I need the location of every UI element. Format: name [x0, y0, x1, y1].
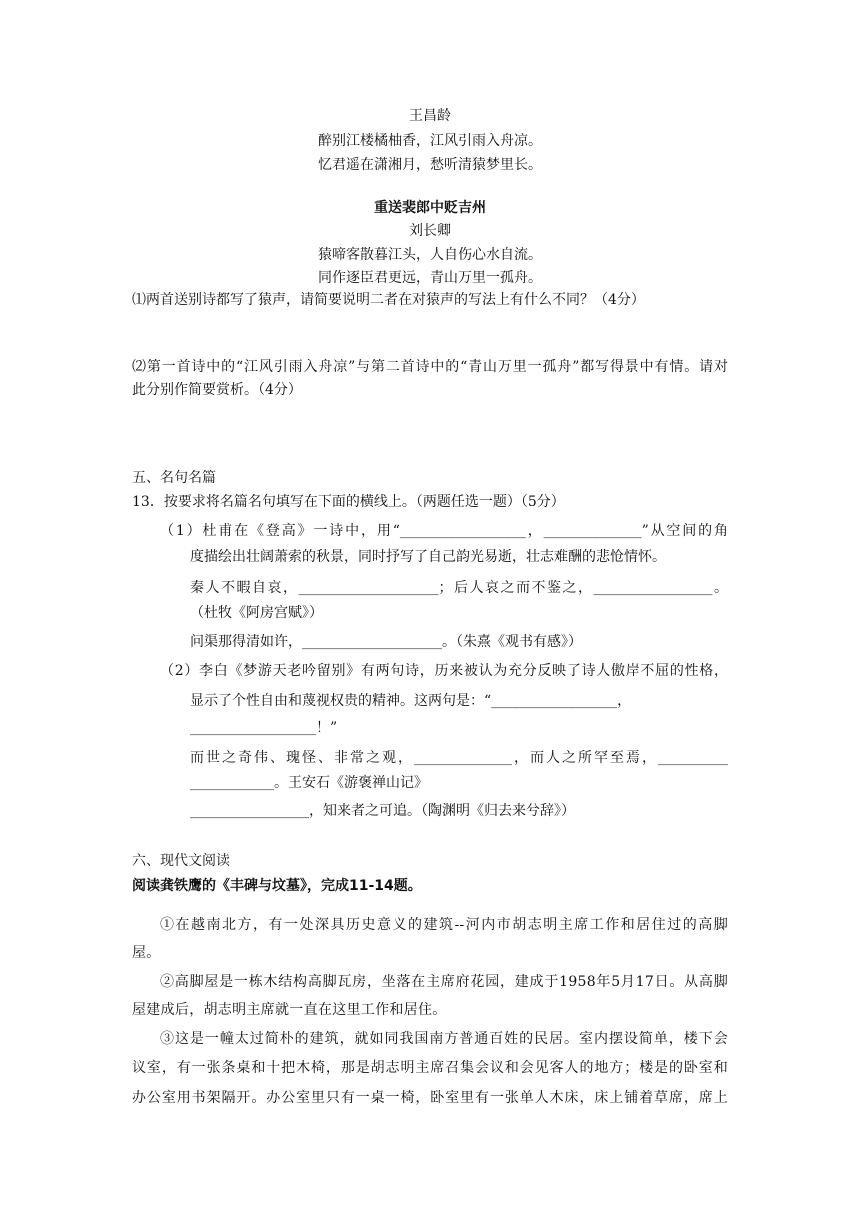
paragraph-3-line2: 议室，有一张条桌和十把木椅，那是胡志明主席召集会议和会见客人的地方；楼是的卧室和 — [132, 1060, 728, 1076]
poem2-line1: 猿啼客散暮江头，人自伤心水自流。 — [318, 247, 542, 263]
q13-part2-line2: 显示了个性自由和蔑视权贵的精神。这两句是：“__________________， — [190, 693, 632, 709]
poem2-author: 刘长卿 — [409, 223, 451, 239]
paragraph-3-line3: 办公室用书架隔开。办公室里只有一桌一椅，卧室里有一张单人木床，床上铺着草席，席上 — [132, 1090, 728, 1106]
q13-part2-line4: 而世之奇伟、瑰怪、非常之观，______________，而人之所罕至焉，__________ — [190, 750, 728, 766]
q13-part2-line3: __________________！” — [190, 720, 338, 736]
q13-part2-line6: _________________，知来者之可追。（陶渊明《归去来兮辞》） — [190, 803, 575, 819]
poem1-line2: 忆君遥在潇湘月，愁听清猿梦里长。 — [318, 157, 542, 173]
q13-part1-line2: 度描绘出壮阔萧索的秋景，同时抒写了自己韵光易逝，壮志难酬的悲怆情怀。 — [190, 549, 666, 565]
paragraph-1-line2: 屋。 — [132, 945, 161, 961]
question-2-line2: 此分别作简要赏析。（4分） — [132, 382, 302, 398]
poem2-line2: 同作逐臣君更远，青山万里一孤舟。 — [318, 270, 542, 286]
section5-heading: 五、名句名篇 — [132, 470, 216, 486]
q13-part1-line1: （1）杜甫在《登高》一诗中，用“__________________，______________”从空间的角 — [160, 523, 728, 539]
paragraph-2-line2: 屋建成后，胡志明主席就一直在这里工作和居住。 — [132, 1002, 447, 1018]
poem1-author: 王昌龄 — [409, 108, 451, 124]
q13-part1-line3: 秦人不暇自哀，____________________；后人哀之而不鉴之，_________________。 — [190, 580, 728, 596]
question-13: 13．按要求将名篇名句填写在下面的横线上。（两题任选一题）（5分） — [132, 494, 565, 510]
q13-part2-line1: （2）李白《梦游天老吟留别》有两句诗，历来被认为充分反映了诗人傲岸不屈的性格， — [160, 663, 728, 679]
reading-intro: 阅读龚铁鹰的《丰碑与坟墓》，完成11-14题。 — [132, 878, 422, 894]
poem1-line1: 醉别江楼橘柚香，江风引雨入舟凉。 — [318, 133, 542, 149]
q13-part1-line5: 问渠那得清如许，____________________。（朱熹《观书有感》） — [190, 634, 582, 650]
q13-part1-line4: （杜牧《阿房宫赋》） — [190, 605, 323, 621]
section6-heading: 六、现代文阅读 — [132, 853, 230, 869]
paragraph-1-line1: ①在越南北方，有一处深具历史意义的建筑--河内市胡志明主席工作和居住过的高脚 — [160, 917, 728, 933]
poem2-title: 重送裴郎中贬吉州 — [374, 200, 486, 216]
paragraph-2-line1: ②高脚屋是一栋木结构高脚瓦房，坐落在主席府花园，建成于1958年5月17日。从高脚 — [160, 974, 728, 990]
paragraph-3-line1: ③这是一幢太过简朴的建筑，就如同我国南方普通百姓的民居。室内摆设简单，楼下会 — [160, 1031, 728, 1047]
question-2-line1: ⑵第一首诗中的“江风引雨入舟凉”与第二首诗中的“青山万里一孤舟”都写得景中有情。请对 — [132, 359, 728, 375]
q13-part2-line5: ____________。王安石《游褒禅山记》 — [190, 775, 428, 791]
question-1: ⑴两首送别诗都写了猿声，请简要说明二者在对猿声的写法上有什么不同？（4分） — [132, 292, 645, 308]
